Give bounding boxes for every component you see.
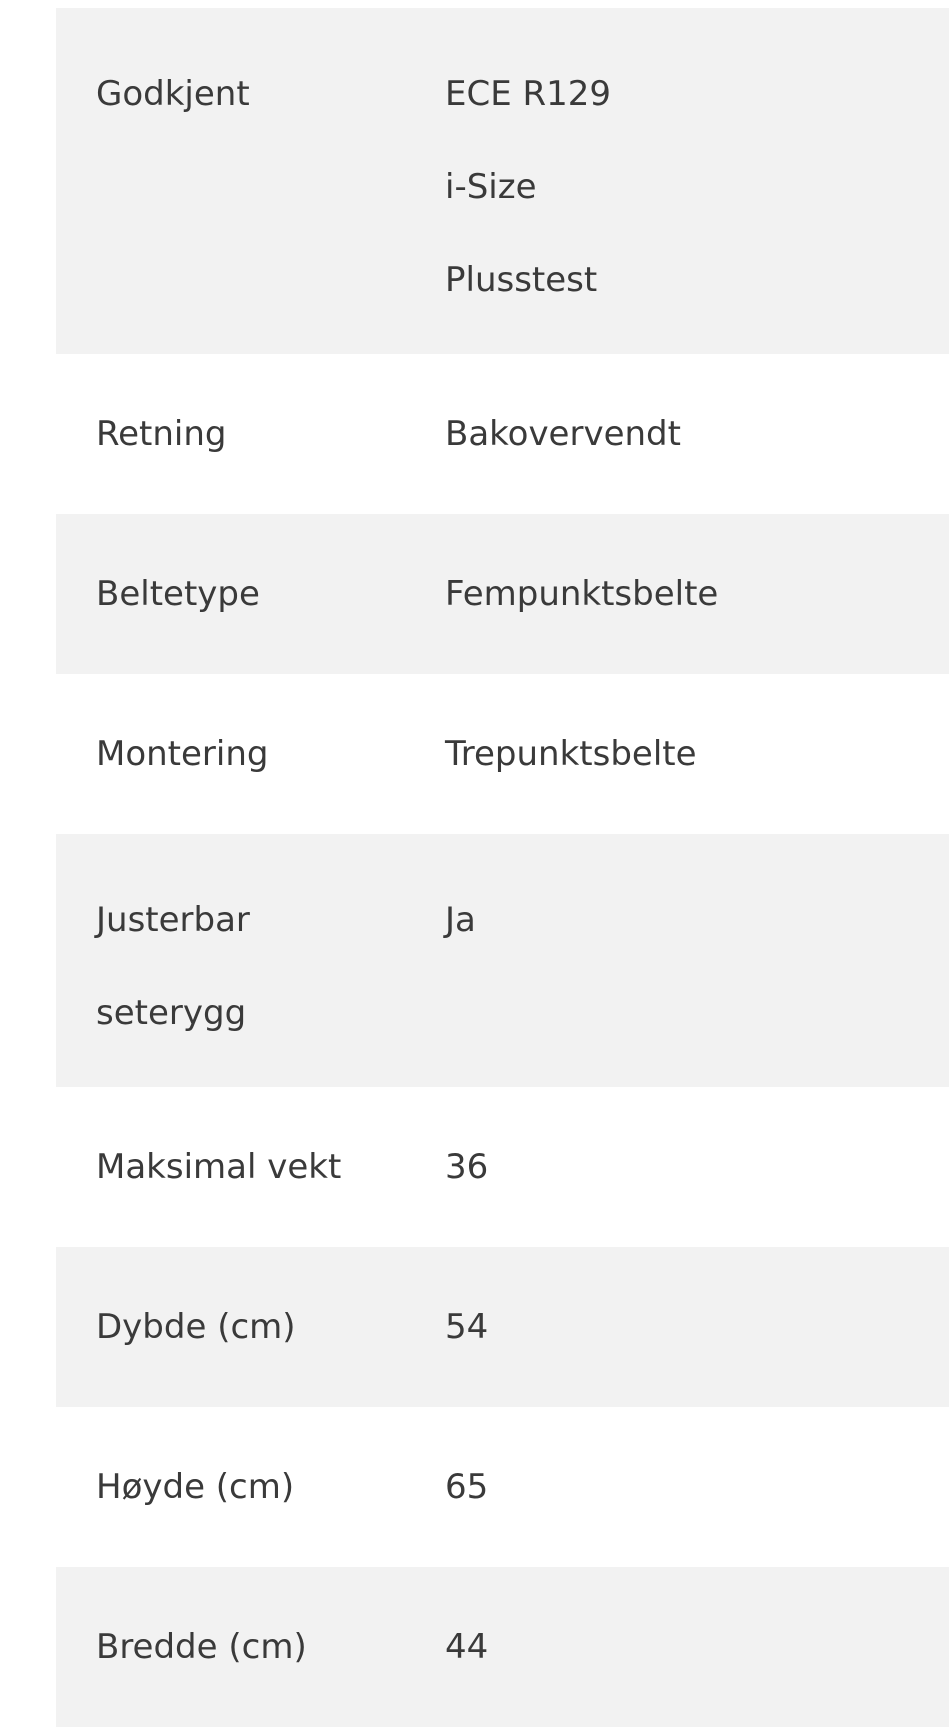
- spec-value: 65: [445, 1467, 489, 1507]
- spec-value: 44: [445, 1627, 489, 1667]
- spec-value-list: [445, 48, 949, 354]
- spec-value: 54: [445, 1307, 489, 1347]
- spec-value: Fempunktsbelte: [445, 574, 719, 614]
- spec-value-list: [445, 1441, 949, 1567]
- spec-value: Plusstest: [445, 260, 598, 300]
- spec-row-maksimal-vekt: [56, 1087, 949, 1247]
- spec-row-montering: [56, 674, 949, 834]
- spec-row-retning: [56, 354, 949, 514]
- spec-row-beltetype: [56, 514, 949, 674]
- spec-value-list: [445, 1281, 949, 1407]
- spec-label: Retning: [96, 414, 227, 454]
- spec-value-list: [445, 874, 949, 1087]
- spec-label: Montering: [96, 734, 269, 774]
- spec-label: Godkjent: [96, 74, 250, 114]
- spec-value-list: [445, 1601, 949, 1727]
- spec-label-line: seterygg: [96, 993, 247, 1033]
- spec-row-dybde: [56, 1247, 949, 1407]
- spec-value-list: [445, 388, 949, 514]
- spec-row-godkjent: [56, 8, 949, 354]
- spec-row-hoyde: [56, 1407, 949, 1567]
- spec-label: [96, 874, 445, 1087]
- spec-label: Maksimal vekt: [96, 1147, 342, 1187]
- spec-value: Bakovervendt: [445, 414, 681, 454]
- spec-value: Ja: [445, 900, 476, 940]
- spec-value: 36: [445, 1147, 489, 1187]
- spec-value: i-Size: [445, 167, 537, 207]
- spec-label-line: Justerbar: [96, 900, 250, 940]
- spec-label: Høyde (cm): [96, 1467, 295, 1507]
- spec-table: [56, 8, 949, 1727]
- spec-label: Dybde (cm): [96, 1307, 296, 1347]
- spec-value-list: [445, 548, 949, 674]
- spec-row-bredde: [56, 1567, 949, 1727]
- spec-value: Trepunktsbelte: [445, 734, 697, 774]
- spec-value-list: [445, 1121, 949, 1247]
- spec-value: ECE R129: [445, 74, 612, 114]
- spec-label: Bredde (cm): [96, 1627, 307, 1667]
- spec-label: Beltetype: [96, 574, 260, 614]
- spec-row-justerbar-seterygg: [56, 834, 949, 1087]
- spec-value-list: [445, 708, 949, 834]
